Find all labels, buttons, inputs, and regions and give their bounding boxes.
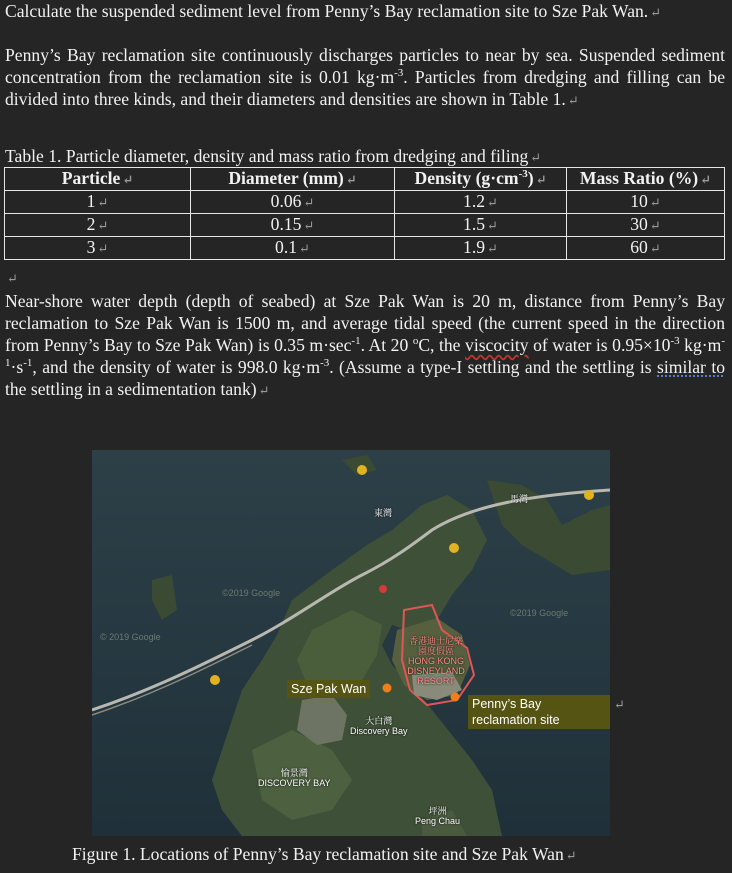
map-terrain (92, 450, 610, 836)
table-cell: 1.2 ↵ (395, 191, 567, 214)
table-header-row (5, 168, 725, 191)
table-cell: 1.5 ↵ (395, 214, 567, 237)
map-watermark: ©2019 Google (222, 588, 281, 598)
satellite-map (92, 450, 610, 836)
intro-paragraph: Penny’s Bay reclamation site continuously discharges particles to near by sea. Suspended sediment concentration from the reclamation site is 0.01 $kg\cdot m^{-3}$. Particles from dredging and filling can be divided into three kinds, and their diameters and densities are shown in Table 1. ↵ (5, 45, 725, 109)
table-cell: 60 ↵ (567, 237, 725, 260)
table-cell: 0.1 ↵ (191, 237, 395, 260)
map-label-disneyland: 香港迪士尼樂園度假區 HONG KONG DISNEYLAND RESORT (407, 636, 465, 686)
header-diameter: Diameter (mm) ↵ (191, 168, 395, 191)
map-label-tung-wan: 東灣 (374, 508, 393, 518)
table-cell: 1.9 ↵ (395, 237, 567, 260)
figure-caption: Figure 1. Locations of Penny’s Bay reclamation site and Sze Pak Wan ↵ (72, 844, 577, 864)
header-particle: Particle ↵ (5, 168, 191, 191)
map-label-sze-pak-wan: Sze Pak Wan (287, 680, 370, 698)
table-title: Table 1. Particle diameter, density and mass ratio from dredging and filing ↵ (5, 146, 542, 166)
table-cell: 30 ↵ (567, 214, 725, 237)
table-row (5, 214, 725, 237)
map-label-pennys-bay: Penny’s Bay reclamation site (468, 695, 610, 729)
map-watermark: © 2019 Google (100, 632, 161, 642)
particle-table (4, 167, 725, 260)
header-density: Density $(g\cdot cm^{-3})$ ↵ (395, 168, 567, 191)
map-label-ma-wan: 馬灣 (510, 494, 529, 504)
map-label-peng-chau: 坪洲 Peng Chau (415, 806, 461, 826)
table-row (5, 237, 725, 260)
problem-title: Calculate the suspended sediment level from Penny’s Bay reclamation site to Sze Pak Wan. ↵ (5, 1, 662, 21)
table-row (5, 191, 725, 214)
table-cell: 0.06 ↵ (191, 191, 395, 214)
table-cell: 10 ↵ (567, 191, 725, 214)
conditions-paragraph: Near-shore water depth (depth of seabed) at Sze Pak Wan is 20 m, distance from Penny’s Bay reclamation to Sze Pak Wan is 1500 m, and average tidal speed (the current speed in the direction from Penny’s Bay to Sze Pak Wan) is 0.35 $m\cdot\sec^{-1}$. At 20 $^o$C, the viscocity of water is $0.95\times 10^{-3}$ $kg\cdot m^{-1}\cdot s^{-1}$, and the density of water is 998.0 $kg\cdot m^{-3}$. (Assume a type-I settling and the settling is similar to the settling in a sedimentation tank) ↵ (5, 291, 726, 399)
table-cell: 3 ↵ (5, 237, 191, 260)
table-cell: 1 ↵ (5, 191, 191, 214)
table-cell: 2 ↵ (5, 214, 191, 237)
header-mass-ratio: Mass Ratio (%) ↵ (567, 168, 725, 191)
table-cell: 0.15 ↵ (191, 214, 395, 237)
map-watermark: ©2019 Google (510, 608, 569, 618)
map-label-discovery-bay-small: 大白灣 Discovery Bay (350, 716, 408, 736)
paragraph-mark: ↵ (614, 697, 625, 712)
map-label-discovery-bay: 愉景灣 DISCOVERY BAY (258, 768, 331, 788)
empty-paragraph-mark: ↵ (7, 271, 18, 286)
